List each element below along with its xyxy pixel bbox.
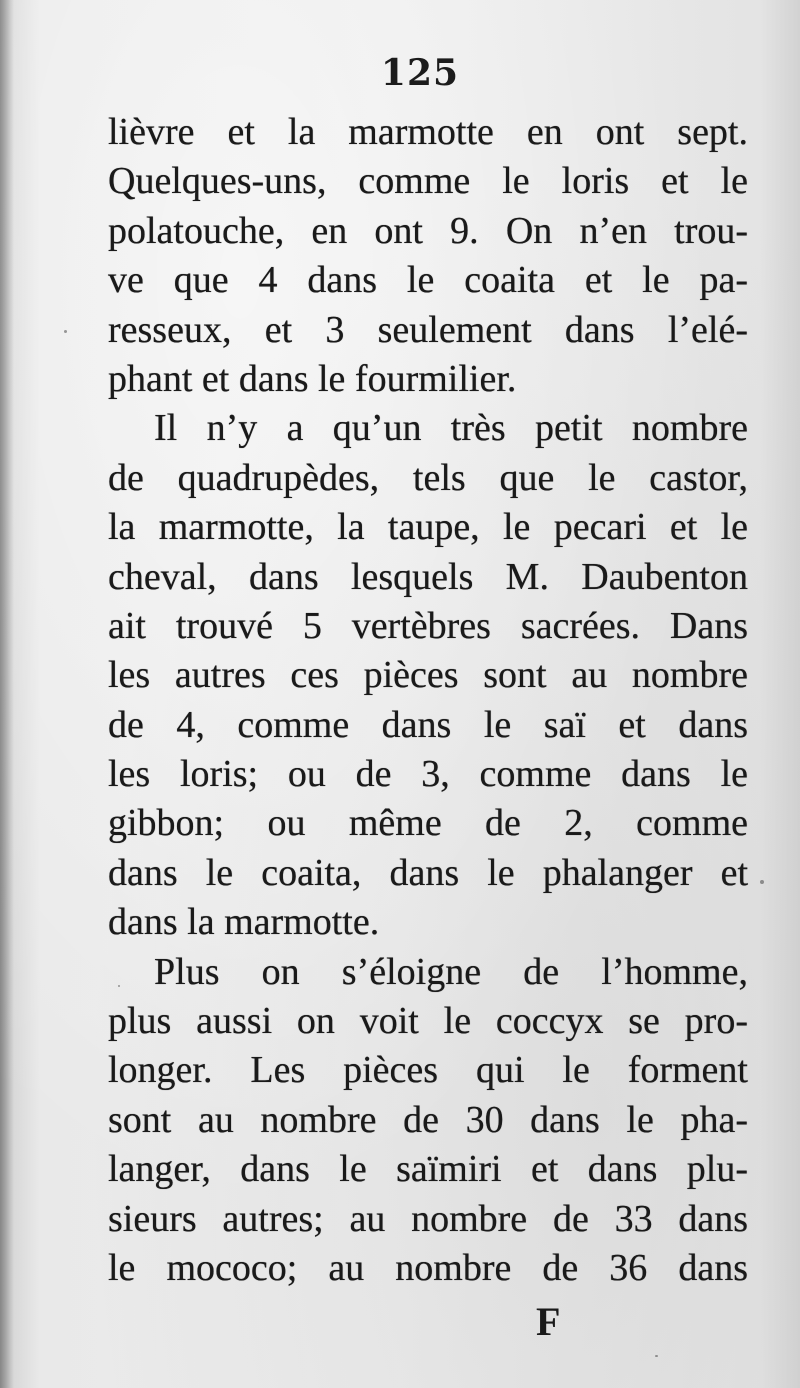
text-line: Quelques-uns, comme le loris et le [108,160,748,203]
body-text [108,108,748,1293]
paper-speck [655,1355,658,1357]
paragraph-first-line: Plus on s’éloigne de l’homme, [154,950,748,993]
text-line: les autres ces pièces sont au nombre [108,654,748,697]
text-line: le mococo; au nombre de 36 dans [108,1246,748,1289]
text-line: lièvre et la marmotte en ont sept. [108,111,748,153]
paragraph-first-line: Il n’y a qu’un très petit nombre [154,407,748,450]
text-line: gibbon; ou même de 2, comme [108,802,748,845]
paper-speck [760,880,764,884]
text-line: ait trouvé 5 vertèbres sacrées. Dans [108,604,748,647]
text-line: les loris; ou de 3, comme dans le [108,753,748,796]
text-line: plus aussi on voit le coccyx se pro- [108,1000,748,1043]
text-line: dans la marmotte. [108,901,380,944]
text-line: sieurs autres; au nombre de 33 dans [108,1197,748,1240]
text-line: de 4, comme dans le saï et dans [108,703,748,746]
text-line: resseux, et 3 seulement dans l’elé- [108,308,748,351]
text-line: la marmotte, la taupe, le pecari et le [108,506,748,549]
spine-shadow [0,0,14,1388]
text-line: langer, dans le saïmiri et dans plu- [108,1148,748,1191]
paper-speck [64,330,67,333]
text-line: longer. Les pièces qui le forment [108,1049,748,1092]
page-number: 125 [380,52,460,94]
signature-mark: F [536,1299,561,1344]
text-line: phant et dans le fourmilier. [108,357,517,400]
paper-speck [118,985,120,987]
text-line: de quadrupèdes, tels que le castor, [108,456,748,499]
text-line: polatouche, en ont 9. On n’en trou- [108,209,748,252]
text-line: dans le coaita, dans le phalanger et [108,851,748,894]
text-line: ve que 4 dans le coaita et le pa- [108,259,748,302]
text-line: sont au nombre de 30 dans le pha- [108,1098,748,1141]
text-line: cheval, dans lesquels M. Daubenton [108,555,748,598]
